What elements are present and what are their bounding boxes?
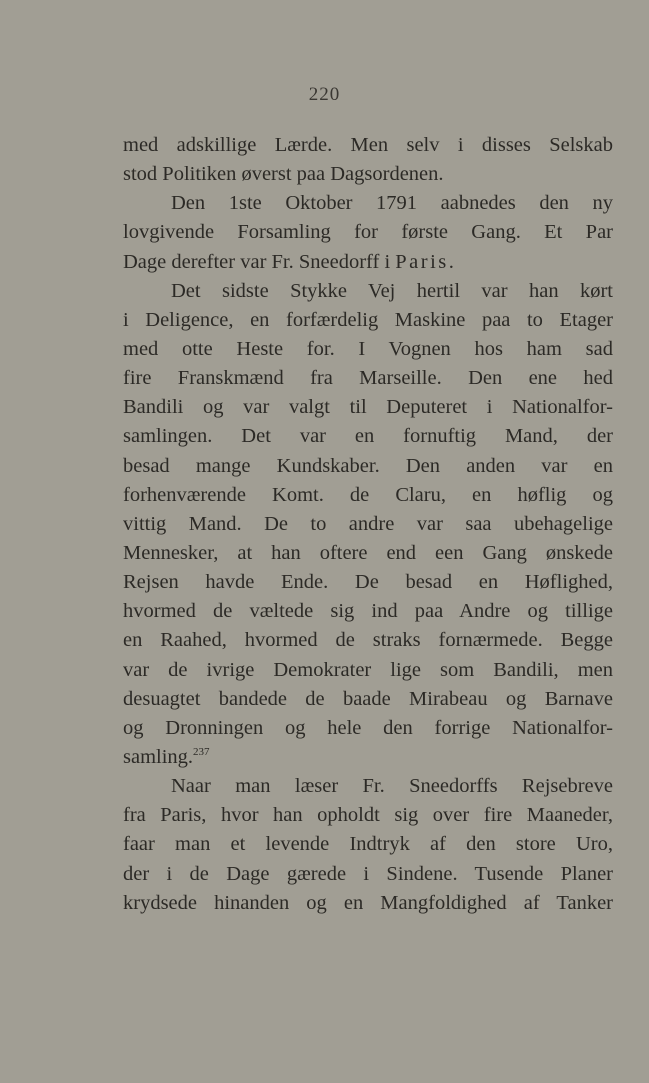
- text-line: [123, 452, 613, 481]
- footnote-reference: 237: [193, 745, 210, 758]
- text-line: [123, 393, 613, 422]
- text-line: [123, 830, 613, 859]
- text-line: [123, 218, 613, 247]
- text-line-content: lovgivende Forsamling for første Gang. Et Par: [123, 221, 613, 244]
- text-line-content: vittig Mand. De to andre var saa ubehagelige: [123, 512, 613, 535]
- page-number: 220: [308, 84, 341, 105]
- text-line-content: Dage derefter var Fr. Sneedorff i: [123, 250, 396, 273]
- spaced-word: Paris.: [395, 250, 457, 273]
- text-line: [123, 510, 613, 539]
- text-line-content: Den 1ste Oktober 1791 aabnedes den ny: [171, 192, 613, 215]
- text-line-content: var de ivrige Demokrater lige som Bandili, men: [123, 658, 613, 681]
- text-line-content: faar man et levende Indtryk af den store Uro,: [123, 833, 613, 856]
- text-line-content: Det sidste Stykke Vej hertil var han kørt: [171, 279, 613, 302]
- text-line: [123, 335, 613, 364]
- text-line-content: samling.: [123, 745, 194, 768]
- text-line: [123, 568, 613, 597]
- text-line-content: desuagtet bandede de baade Mirabeau og Barnave: [123, 687, 613, 710]
- text-line: [123, 772, 613, 801]
- text-line: [123, 801, 613, 830]
- text-line: [123, 743, 613, 772]
- body-text: [123, 131, 613, 918]
- text-line: [123, 597, 613, 626]
- text-line-content: en Raahed, hvormed de straks fornærmede. Begge: [123, 629, 613, 652]
- text-line: [123, 481, 613, 510]
- text-line: [123, 189, 613, 218]
- text-line-content: besad mange Kundskaber. Den anden var en: [123, 454, 613, 477]
- text-line-content: fra Paris, hvor han opholdt sig over fire Maaneder,: [123, 804, 613, 827]
- text-line: [123, 860, 613, 889]
- text-line: [123, 539, 613, 568]
- text-line-content: Naar man læser Fr. Sneedorffs Rejsebreve: [171, 775, 613, 798]
- text-line-content: og Dronningen og hele den forrige Nationalfor-: [123, 716, 613, 739]
- text-line: [123, 364, 613, 393]
- text-line-content: hvormed de væltede sig ind paa Andre og tillige: [123, 600, 613, 623]
- text-line: [123, 889, 613, 918]
- text-line: [123, 277, 613, 306]
- text-line-content: med otte Heste for. I Vognen hos ham sad: [123, 337, 613, 360]
- text-line-content: Rejsen havde Ende. De besad en Høflighed,: [123, 571, 613, 594]
- text-line: [123, 160, 613, 189]
- text-line-content: Bandili og var valgt til Deputeret i Nationalfor-: [123, 396, 613, 419]
- text-line: [123, 306, 613, 335]
- text-line: [123, 422, 613, 451]
- text-line-content: der i de Dage gærede i Sindene. Tusende Planer: [123, 862, 613, 885]
- text-line-content: stod Politiken øverst paa Dagsordenen.: [123, 163, 444, 186]
- text-line-content: samlingen. Det var en fornuftig Mand, der: [123, 425, 613, 448]
- text-line-content: med adskillige Lærde. Men selv i disses Selskab: [123, 134, 613, 156]
- text-line: [123, 656, 613, 685]
- text-line-content: forhenværende Komt. de Claru, en høflig og: [123, 483, 613, 506]
- text-line-content: i Deligence, en forfærdelig Maskine paa to Etager: [123, 308, 613, 331]
- text-line: [123, 685, 613, 714]
- text-line: [123, 714, 613, 743]
- text-line-content: fire Franskmænd fra Marseille. Den ene hed: [123, 367, 613, 390]
- text-line: [123, 131, 613, 160]
- text-line-content: krydsede hinanden og en Mangfoldighed af Tanker: [123, 891, 613, 914]
- text-line: [123, 248, 613, 277]
- text-line: [123, 626, 613, 655]
- text-line-content: Mennesker, at han oftere end een Gang ønskede: [123, 541, 613, 564]
